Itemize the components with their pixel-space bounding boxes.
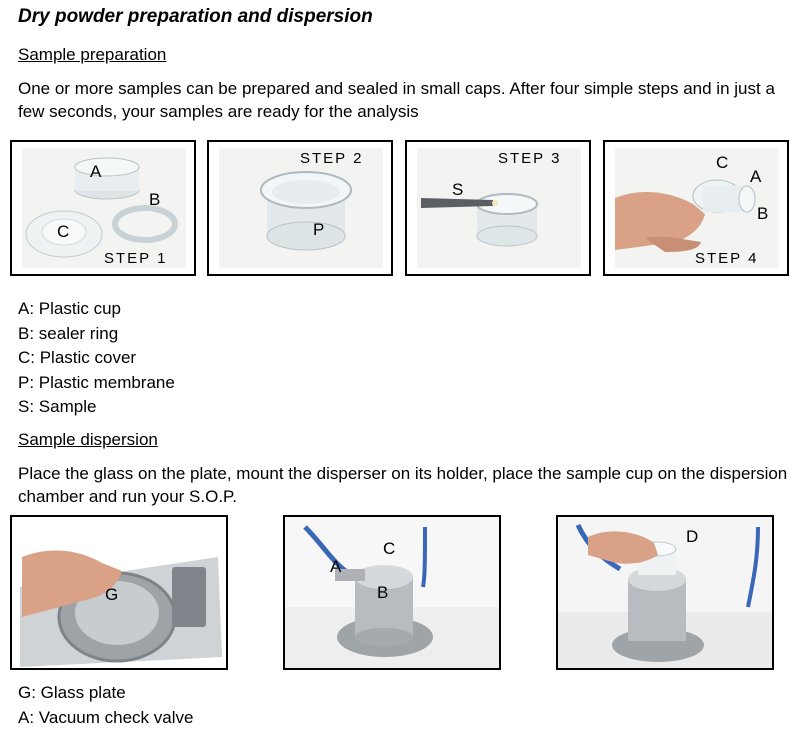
- step-1-label-a: A: [90, 162, 102, 181]
- step-1-caption: STEP 1: [104, 250, 168, 267]
- page-title: Dry powder preparation and dispersion: [18, 6, 373, 27]
- legend-item: S: Sample: [18, 397, 97, 416]
- step-1-label-c: C: [57, 222, 70, 241]
- legend-item: P: Plastic membrane: [18, 372, 175, 392]
- sample-dispersion-text: Place the glass on the plate, mount the disperser on its holder, place the sample cup on the dispersion chamber and run your S.O.P.: [18, 464, 788, 506]
- legend-item: B: sealer ring: [18, 323, 119, 343]
- preparation-legend: [18, 297, 175, 420]
- legend-item: A: Vacuum check valve: [18, 707, 194, 727]
- step-1-photo: [10, 140, 196, 276]
- step-4-label-c: C: [716, 153, 729, 172]
- photo-3-label-d: D: [686, 527, 699, 546]
- dispersion-legend: [18, 681, 193, 730]
- legend-item: A: Plastic cup: [18, 299, 121, 318]
- photo-2-label-a: A: [330, 557, 342, 576]
- step-4-caption: STEP 4: [695, 250, 759, 267]
- step-1-label-b: B: [149, 190, 161, 209]
- glass-plate-photo: [10, 515, 228, 670]
- legend-item: G: Glass plate: [18, 683, 126, 702]
- step-3-label-s: S: [452, 180, 464, 199]
- step-3-caption: STEP 3: [498, 150, 562, 167]
- photo-2-label-b: B: [377, 583, 389, 602]
- sample-dispersion-heading: Sample dispersion: [18, 430, 158, 449]
- step-4-label-a: A: [750, 167, 762, 186]
- photo-2-label-c: C: [383, 539, 396, 558]
- legend-item: C: Plastic cover: [18, 348, 137, 367]
- sample-cup-photo: [556, 515, 774, 670]
- sample-preparation-heading: Sample preparation: [18, 45, 167, 64]
- step-2-caption: STEP 2: [300, 150, 364, 167]
- step-2-label-p: P: [313, 220, 325, 239]
- photo-1-label-g: G: [105, 585, 119, 604]
- sample-preparation-text: One or more samples can be prepared and sealed in small caps. After four simple steps and in just a few seconds, your samples are ready for the analysis: [18, 79, 775, 121]
- step-4-label-b: B: [757, 204, 769, 223]
